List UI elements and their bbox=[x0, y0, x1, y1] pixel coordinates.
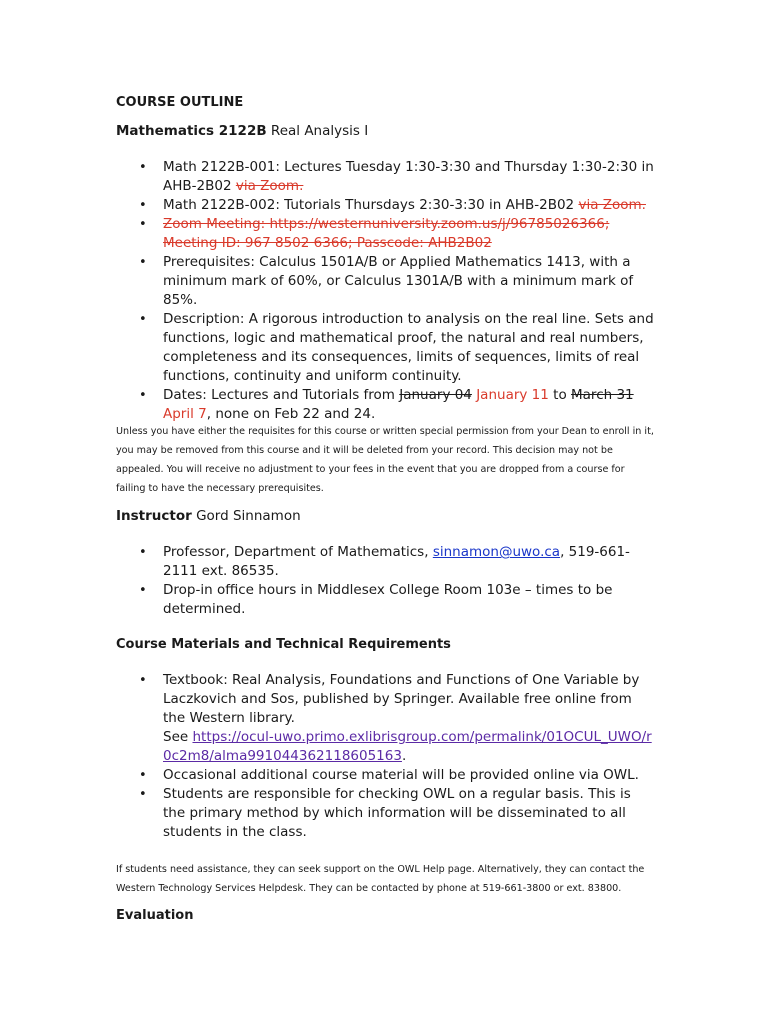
see-label: See bbox=[163, 729, 193, 745]
dates-label: Dates: Lectures and Tutorials from bbox=[163, 387, 400, 403]
tutorial-section: Math 2122B-002: Tutorials Thursdays 2:30-3:30 in AHB-2B02 bbox=[163, 197, 579, 213]
materials-list bbox=[116, 671, 656, 842]
instructor-email-link[interactable]: sinnamon@uwo.ca bbox=[432, 544, 561, 560]
list-item bbox=[116, 253, 656, 310]
list-item bbox=[116, 386, 656, 424]
lecture-section: Math 2122B-001: Lectures Tuesday 1:30-3:30 and Thursday 1:30-2:30 in AHB-2B02 bbox=[163, 159, 654, 194]
evaluation-heading: Evaluation bbox=[116, 908, 194, 923]
dates-suffix: , none on Feb 22 and 24. bbox=[206, 406, 376, 422]
textbook: Textbook: Real Analysis, Foundations and Functions of One Variable by Laczkovich and Sos, published by Springer. Available free online from the Western library. bbox=[163, 672, 640, 726]
course-name: Real Analysis I bbox=[270, 123, 369, 139]
list-item bbox=[116, 785, 656, 842]
new-end-date: April 7 bbox=[163, 406, 207, 422]
owl-material: Occasional additional course material will be provided online via OWL. bbox=[163, 767, 639, 783]
instructor-role: Professor, Department of Mathematics, bbox=[163, 544, 433, 560]
list-item bbox=[116, 158, 656, 196]
library-link[interactable]: https://ocul-uwo.primo.exlibrisgroup.com/permalink/01OCUL_UWO/r0c2m8/alma991044362118605163 bbox=[163, 729, 652, 764]
old-end-date: March 31 bbox=[571, 387, 634, 403]
list-item bbox=[116, 310, 656, 386]
office-hours: Drop-in office hours in Middlesex College Room 103e – times to be determined. bbox=[163, 582, 613, 617]
course-code: Mathematics 2122B bbox=[116, 123, 267, 139]
dates-to: to bbox=[553, 387, 567, 403]
list-item bbox=[116, 215, 656, 253]
list-item bbox=[116, 766, 656, 785]
new-start-date: January 11 bbox=[476, 387, 549, 403]
course-title bbox=[116, 123, 368, 139]
list-item bbox=[116, 196, 656, 215]
owl-responsibility: Students are responsible for checking OWL on a regular basis. This is the primary method by which information will be disseminated to all students in the class. bbox=[163, 786, 631, 840]
instructor-line bbox=[116, 508, 301, 524]
prerequisite-notice: Unless you have either the requisites for this course or written special permission from your Dean to enroll in it, you may be removed from this course and it will be deleted from your record. This decision may not be appealed. You will receive no adjustment to your fees in the event that you are dropped from a course for failing to have the necessary prerequisites. bbox=[116, 426, 654, 494]
course-info-list bbox=[116, 158, 656, 424]
instructor-phone: , 519-661-2111 ext. 86535. bbox=[163, 544, 630, 579]
description: Description: A rigorous introduction to analysis on the real line. Sets and functions, logic and mathematical proof, the natural and real numbers, completeness and its consequences, limits of sequences, limits of real functions, continuity and uniform continuity. bbox=[163, 311, 654, 384]
instructor-name: Gord Sinnamon bbox=[196, 508, 301, 524]
list-item bbox=[116, 671, 656, 766]
instructor-label: Instructor bbox=[116, 508, 192, 524]
link-period: . bbox=[401, 748, 407, 764]
list-item bbox=[116, 543, 656, 581]
instructor-info-list bbox=[116, 543, 656, 619]
struck-via-zoom: via Zoom. bbox=[578, 197, 646, 213]
prerequisites: Prerequisites: Calculus 1501A/B or Applied Mathematics 1413, with a minimum mark of 60%, or Calculus 1301A/B with a minimum mark of 85%. bbox=[163, 254, 634, 308]
list-item bbox=[116, 581, 656, 619]
help-notice: If students need assistance, they can seek support on the OWL Help page. Alternatively, they can contact the Western Technology Services Helpdesk. They can be contacted by phone at 519-661-3800 or ext. 83800. bbox=[116, 864, 645, 894]
struck-via-zoom: via Zoom. bbox=[235, 178, 304, 194]
old-start-date: January 04 bbox=[399, 387, 472, 403]
document-title: COURSE OUTLINE bbox=[116, 95, 244, 110]
materials-heading: Course Materials and Technical Requirements bbox=[116, 637, 451, 652]
struck-zoom-meeting: Zoom Meeting: https://westernuniversity.zoom.us/j/96785026366; Meeting ID: 967 8502 6366; Passcode: AHB2B02 bbox=[163, 216, 610, 251]
